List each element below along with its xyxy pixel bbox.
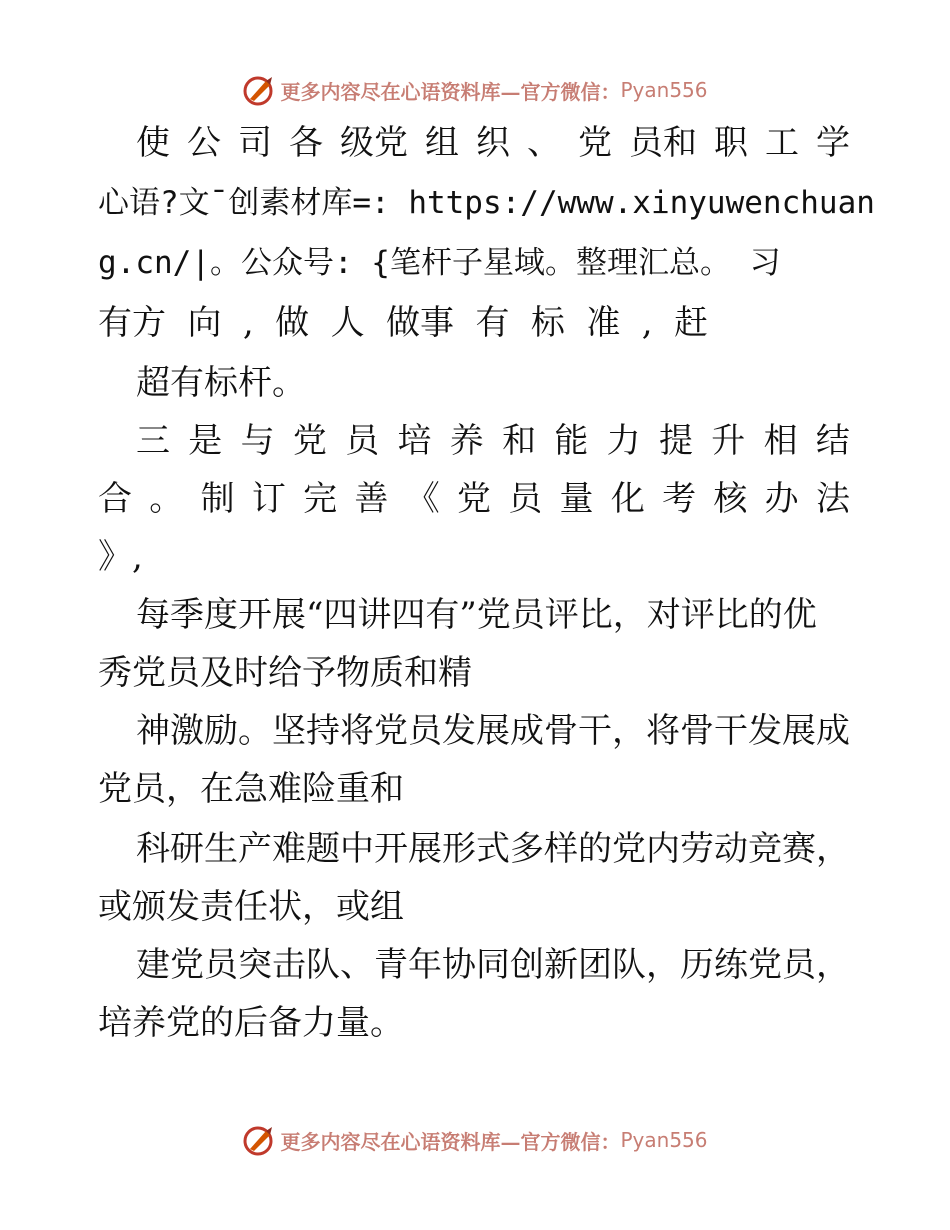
line-12: 党员，在急难险重和 bbox=[98, 769, 404, 809]
footer-contact: Pyan556 bbox=[620, 1128, 708, 1152]
line-16: 培养党的后备力量。 bbox=[98, 1003, 404, 1043]
line-6: 三 是 与 党 员 培 养 和 能 力 提 升 相 结 bbox=[136, 421, 850, 461]
line-13: 科研生产难题中开展形式多样的党内劳动竞赛， bbox=[136, 829, 850, 869]
line-1: 使 公 司 各 级党 组 织 、 党 员和 职 工 学 bbox=[136, 123, 850, 163]
footer-text: 更多内容尽在心语资料库—官方微信： bbox=[280, 1129, 621, 1154]
line-7: 合 。 制 订 完 善 《 党 员 量 化 考 核 办 法 bbox=[98, 479, 850, 519]
line-2: 心语?文¯创素材库=: https://www.xinyuwenchuan bbox=[98, 185, 875, 221]
header-contact: Pyan556 bbox=[620, 78, 708, 102]
header-banner bbox=[0, 70, 950, 110]
line-11: 神激励。坚持将党员发展成骨干，将骨干发展成 bbox=[136, 711, 850, 751]
footer-banner bbox=[0, 1120, 950, 1160]
line-4: 有方 向 , 做 人 做事 有 标 准 , 赶 bbox=[98, 303, 708, 343]
line-8: 》, bbox=[98, 537, 143, 577]
line-3: g.cn/|。公众号: {笔杆子星域。整理汇总。 习 bbox=[98, 245, 781, 281]
line-15: 建党员突击队、青年协同创新团队，历练党员， bbox=[136, 945, 850, 985]
pen-logo-icon bbox=[242, 1123, 276, 1157]
line-10: 秀党员及时给予物质和精 bbox=[98, 653, 472, 693]
header-text: 更多内容尽在心语资料库—官方微信： bbox=[280, 79, 621, 104]
line-5: 超有标杆。 bbox=[136, 363, 306, 403]
line-9: 每季度开展“四讲四有”党员评比，对评比的优 bbox=[136, 595, 817, 635]
line-14: 或颁发责任状，或组 bbox=[98, 887, 404, 927]
pen-logo-icon bbox=[242, 73, 276, 107]
